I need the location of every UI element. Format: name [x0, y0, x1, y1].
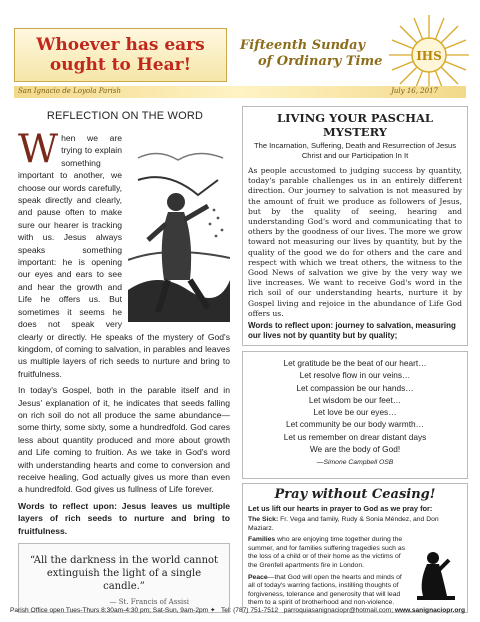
reflection-heading: REFLECTION ON THE WORD	[46, 110, 204, 122]
bulletin-header	[14, 28, 466, 94]
liturgical-day	[240, 38, 390, 70]
sunday-line-2: of Ordinary Time	[258, 54, 383, 69]
quote-box	[18, 543, 230, 613]
kneeling-figure-icon	[413, 548, 461, 604]
paschal-mystery-box	[242, 106, 468, 346]
paschal-words-to-reflect: Words to reflect upon: journey to salvation, measuring our lives not by quantity but by quality;	[248, 321, 456, 341]
prayer-sick: The Sick: Fr. Vega and family, Rudy & Sonia Méndez, and Don Maziarz.	[248, 516, 439, 532]
poem-line: Let resolve flow in our veins…	[299, 370, 411, 381]
reflection-words-to-reflect: Words to reflect upon: Jesus leaves us multiple layers of rich seeds to nurture and bring to fruitfulness.	[18, 500, 230, 536]
reflection-paragraph-2: In today's Gospel, both in the parable itself and in Jesus' explanation of it, he indicates that seeds falling on rich soil do not all produce the same abundance—some thirty, some sixty, some a hundredfold. God cares less about quantity produced and more about growth and Life coming to fruition. As we take in God's word with understanding hearts and come to conversion and receive healing, God actually gives us more than even a hundredfold. God gives us fullness of Life forever.	[18, 385, 230, 495]
prayer-title: Pray without Ceasing!	[274, 487, 436, 502]
bulletin-date: July 16, 2017	[391, 87, 438, 95]
prayer-box	[242, 483, 468, 613]
email-link[interactable]: parroquiasanignaciopr@hotmail.com;	[283, 607, 394, 614]
reflection-article	[18, 127, 230, 541]
poem-line: Let love be our eyes…	[313, 407, 397, 418]
parish-band	[14, 86, 466, 98]
poem-line: We are the body of God!	[309, 444, 401, 455]
reflection-paragraph-1: hen we are trying to explain something important to another, we choose our words carefully, speak directly and clearly, and pause often to make sure our hearer is tracking with us. Jesus always speaks something important: he is opening our eyes and ears to see and hear the growth and Life he offers us. But sometimes it seems he does not speak very clearly or directly. He speaks of the mystery of God's kingdom, of coming to salvation, in parables and leaves us multiple layers of rich seeds to nurture and bring to fruitfulness.	[18, 133, 230, 379]
poem-attribution: —Simone Campbell OSB	[316, 459, 394, 467]
drop-cap: W	[18, 127, 59, 172]
website-link[interactable]: www.sanignaciopr.org	[394, 607, 465, 614]
poem-line: Let gratitude be the beat of our heart…	[283, 358, 427, 368]
footer	[10, 606, 472, 614]
office-hours: Parish Office open Tues-Thurs 8:30am-4:30 pm; Sat-Sun, 9am-2pm ✦	[10, 607, 216, 614]
poem-line: Let wisdom be our feet…	[308, 394, 402, 405]
page-title: Whoever has ears ought to Hear!	[36, 35, 205, 75]
paschal-title: LIVING YOUR PASCHAL MYSTERY	[277, 111, 433, 139]
sower-illustration	[128, 140, 230, 322]
paschal-body: As people accustomed to judging success by quantity, today's parable challenges us in an entirely different direction. Our journey to salvation is not measured by the amount of fruit we produce as followers of Jesus, but by the quality of seeing, hearing and understanding God's word and communicating that to others by the goodness of our lives. The more we grow toward not measuring our lives by quantity, but by the quality of the good we do for others and the care and respect with which we treat others, the witness to the Good News of salvation we give by the very way we live increases. We want to receive God's word in the rich soil of our understanding hearts, nurture it by Gospel living and rejoice in the abundance of Life God offers us.	[248, 166, 462, 318]
prayer-families: Families who are enjoying time together during the summer, and for families suffering tragedies such as the loss of a child or of their home as the victims of the Grenfell apartments fire in London.	[248, 536, 406, 569]
title-banner	[14, 28, 227, 82]
quote-attribution: — St. Francis of Assisi	[109, 598, 189, 606]
poem-line: Let compassion be our hands…	[296, 382, 414, 393]
prayer-peace: Peace—that God will open the hearts and minds of all of today's warring factions, instilling thoughts of forgiveness, tolerance and generosity that will lead them to a spirit of brotherhood and non-violence.	[248, 573, 402, 607]
poem-line: Let us remember on drear distant days	[283, 431, 427, 442]
svg-text:IHS: IHS	[416, 49, 442, 63]
prayer-intro: Let us lift our hearts in prayer to God as we pray for:	[248, 504, 433, 513]
parish-name: San Ignacio de Loyola Parish	[18, 87, 122, 95]
phone: Tel: (787) 751-7512	[221, 607, 279, 614]
ihs-sun-logo-icon	[388, 14, 470, 96]
paschal-subtitle: The Incarnation, Suffering, Death and Resurrection of Jesus Christ and our Participation In It	[253, 141, 457, 160]
poem-line: Let community be our body warmth…	[286, 419, 424, 430]
quote-text: “All the darkness in the world cannot extinguish the light of a single candle.”	[29, 555, 219, 592]
sunday-line-1: Fifteenth Sunday	[240, 38, 366, 53]
poem-box	[242, 351, 468, 479]
